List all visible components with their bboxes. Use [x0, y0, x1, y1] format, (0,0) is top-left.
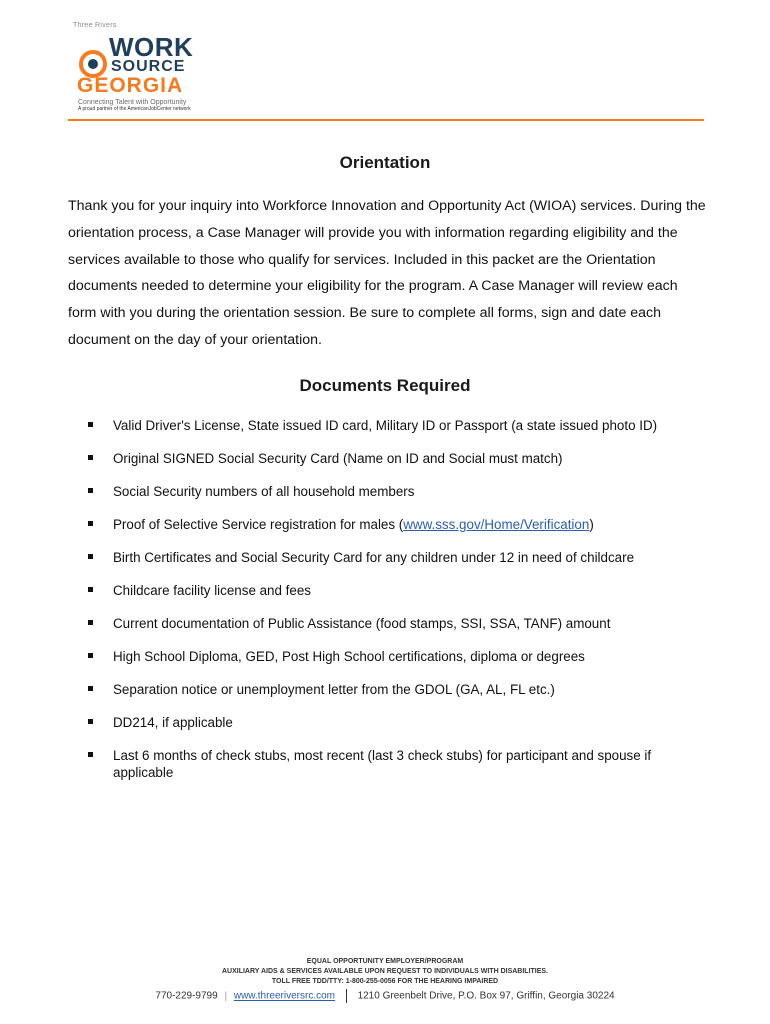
separator: |: [224, 990, 228, 1002]
bullet-icon: [88, 455, 93, 460]
divider-bar: [346, 989, 347, 1003]
selective-service-link[interactable]: www.sss.gov/Home/Verification: [403, 517, 590, 532]
logo-partner: A proud partner of the AmericanJobCenter network: [78, 106, 191, 112]
eeo-line: AUXILIARY AIDS & SERVICES AVAILABLE UPON REQUEST TO INDIVIDUALS WITH DISABILITIES.: [221, 968, 549, 975]
orientation-title: Orientation: [339, 153, 431, 172]
bullet-icon: [88, 488, 93, 493]
list-item: Last 6 months of check stubs, most recent (last 3 check stubs) for participant and spouse if applicable: [88, 747, 708, 781]
eeo-line: TOLL FREE TDD/TTY: 1-800-255-0056 FOR THE HEARING IMPAIRED: [271, 978, 499, 985]
list-item: Social Security numbers of all household members: [88, 483, 708, 500]
list-item: Birth Certificates and Social Security Card for any children under 12 in need of childcare: [88, 549, 708, 566]
bullet-icon: [88, 587, 93, 592]
logo-top-text: Three Rivers: [73, 22, 117, 29]
address: 1210 Greenbelt Drive, P.O. Box 97, Griffin, Georgia 30224: [357, 990, 615, 1002]
logo-georgia: GEORGIA: [77, 74, 184, 97]
orientation-paragraph: Thank you for your inquiry into Workforce Innovation and Opportunity Act (WIOA) services. During the orientation process, a Case Manager will provide you with information regarding eligibility and the services available to those who qualify for services. Included in this packet are the Orientation documents needed to determine your eligibility for the program. A Case Manager will review each form with you during the orientation session. Be sure to complete all forms, sign and date each document on the day of your orientation.: [68, 198, 706, 348]
logo-source: SOURCE: [111, 58, 186, 75]
workforce-logo: [73, 22, 193, 112]
list-item: Separation notice or unemployment letter from the GDOL (GA, AL, FL etc.): [88, 681, 708, 698]
bullet-icon: [88, 686, 93, 691]
list-item: Valid Driver's License, State issued ID card, Military ID or Passport (a state issued photo ID): [88, 417, 708, 434]
list-item: Original SIGNED Social Security Card (Name on ID and Social must match): [88, 450, 708, 467]
eeo-line: EQUAL OPPORTUNITY EMPLOYER/PROGRAM: [306, 958, 464, 965]
documents-list: [88, 417, 708, 797]
documents-title: Documents Required: [299, 376, 471, 395]
bullet-icon: [88, 653, 93, 658]
header-divider: [68, 119, 704, 121]
bullet-icon: [88, 554, 93, 559]
logo-mark-icon: [79, 50, 107, 78]
eeo-notice: [0, 957, 770, 987]
list-item: Proof of Selective Service registration for males (www.sss.gov/Home/Verification): [88, 516, 708, 533]
bullet-icon: [88, 422, 93, 427]
list-item: DD214, if applicable: [88, 714, 708, 731]
bullet-icon: [88, 620, 93, 625]
list-item: Childcare facility license and fees: [88, 582, 708, 599]
logo-tagline: Connecting Talent with Opportunity: [78, 99, 187, 106]
website-link[interactable]: www.threeriversrc.com: [233, 990, 335, 1002]
list-item: High School Diploma, GED, Post High School certifications, diploma or degrees: [88, 648, 708, 665]
list-item: Current documentation of Public Assistance (food stamps, SSI, SSA, TANF) amount: [88, 615, 708, 632]
contact-footer: [0, 989, 770, 1003]
bullet-icon: [88, 752, 93, 757]
bullet-icon: [88, 719, 93, 724]
phone-number: 770-229-9799: [155, 990, 218, 1002]
bullet-icon: [88, 521, 93, 526]
logo-work: WORK: [109, 32, 194, 62]
